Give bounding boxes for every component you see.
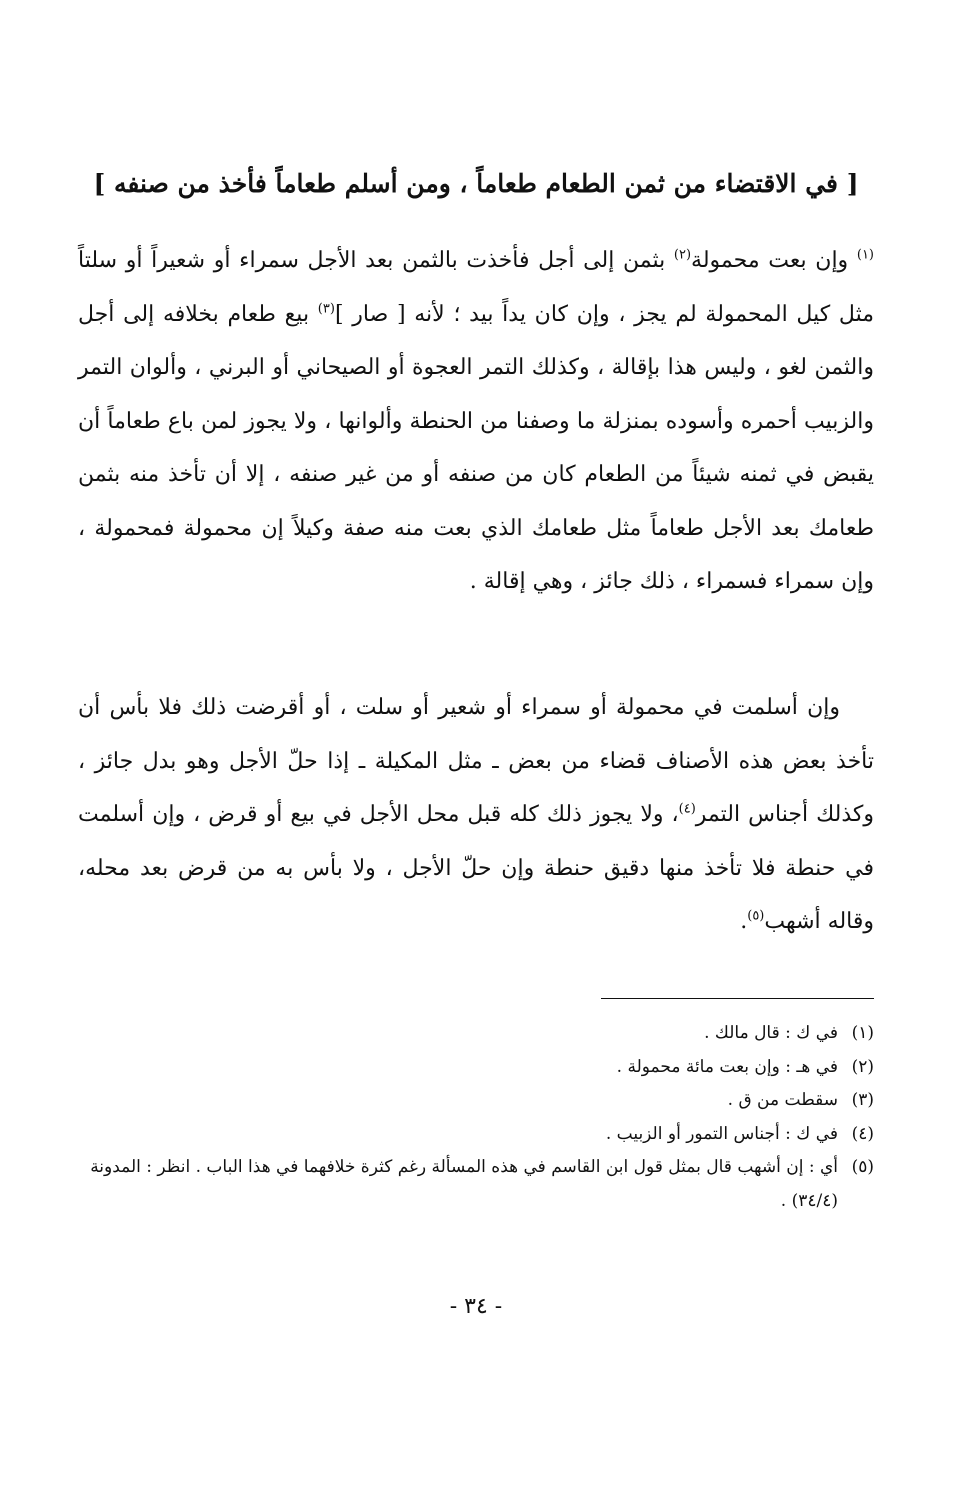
footnotes: [78, 1017, 874, 1218]
document-page: [78, 0, 874, 1494]
footnote-text: في ك : قال مالك .: [704, 1023, 838, 1043]
footnote-item: [78, 1017, 874, 1051]
paragraph-2: [78, 681, 874, 949]
paragraph-2-text-a: وإن أسلمت في محمولة أو سمراء أو شعير أو سلت ، أو أقرضت ذلك فلا بأس أن تأخذ بعض هذه الأصناف قضاء من بعض ـ مثل المكيلة ـ إذا حلّ الأجل وهو بدل جائز ، وكذلك أجناس التمر: [78, 695, 874, 827]
footnote-number: (٤): [851, 1123, 874, 1144]
paragraph-2-text-b: ، ولا يجوز ذلك كله قبل محل الأجل في بيع أو قرض ، وإن أسلمت في حنطة فلا تأخذ منها دقيق حنطة وإن حلّ الأجل ، ولا بأس به من قرض بعد محله، وقاله أشهب: [78, 802, 874, 934]
paragraph-2-text-c: .: [740, 909, 748, 934]
footnote-ref-2: (٢): [673, 247, 692, 263]
footnote-number: (٢): [851, 1056, 874, 1077]
paragraph-1-text-b: بثمن إلى أجل فأخذت بالثمن بعد الأجل سمراء أو شعيراً أو سلتاً مثل كيل المحمولة لم يجز ، وإن كان يداً بيد ؛ لأنه [ صار ]: [78, 248, 875, 327]
footnote-ref-1: (١): [856, 247, 874, 263]
footnote-separator: [601, 998, 874, 999]
footnote-text: في ك : أجناس التمور أو الزبيب .: [605, 1123, 838, 1144]
footnote-text: سقطت من ق .: [727, 1090, 838, 1110]
footnote-text: في هـ : وإن بعت مائة محمولة .: [616, 1056, 838, 1077]
section-heading: [ في الاقتضاء من ثمن الطعام طعاماً ، ومن أسلم طعاماً فأخذ من صنفه ]: [93, 169, 859, 198]
footnote-ref-3: (٣): [317, 301, 335, 317]
footnote-item: [78, 1118, 874, 1152]
footnote-ref-5: (٥): [747, 908, 765, 924]
paragraph-1-text-c: بيع طعام بخلافه إلى أجل والثمن لغو ، وليس هذا بإقالة ، وكذلك التمر العجوة أو الصيحاني أو البرني ، وألوان التمر والزبيب أحمره وأسوده بمنزلة ما وصفنا من الحنطة وألوانها ، ولا يجوز لمن باع طعاماً أن يقبض في ثمنه شيئاً من الطعام كان من صنفه أو من غير صنفه ، إلا أن تأخذ منه بثمن طعامك بعد الأجل طعاماً مثل طعامك الذي بعت منه صفة وكيلاً إن محمولة فمحمولة ، وإن سمراء فسمراء ، ذلك جائز ، وهي إقالة .: [78, 301, 874, 594]
footnote-item: [78, 1084, 874, 1118]
footnote-ref-4: (٤): [678, 801, 696, 817]
footnote-number: (٣): [851, 1090, 874, 1110]
footnote-item: [78, 1051, 874, 1085]
footnote-number: (٥): [851, 1157, 874, 1177]
paragraph-1-text-a: وإن بعت محمولة: [691, 248, 857, 273]
footnote-text: أي : إن أشهب قال بمثل قول ابن القاسم في هذه المسألة رغم كثرة خلافهما في هذا الباب . انظر : المدونة (٣٤/٤) .: [90, 1157, 838, 1211]
page-number: - ٣٤ -: [449, 1294, 503, 1319]
footnote-number: (١): [851, 1023, 874, 1043]
paragraph-1: [78, 234, 874, 609]
footnote-item: [78, 1151, 874, 1218]
